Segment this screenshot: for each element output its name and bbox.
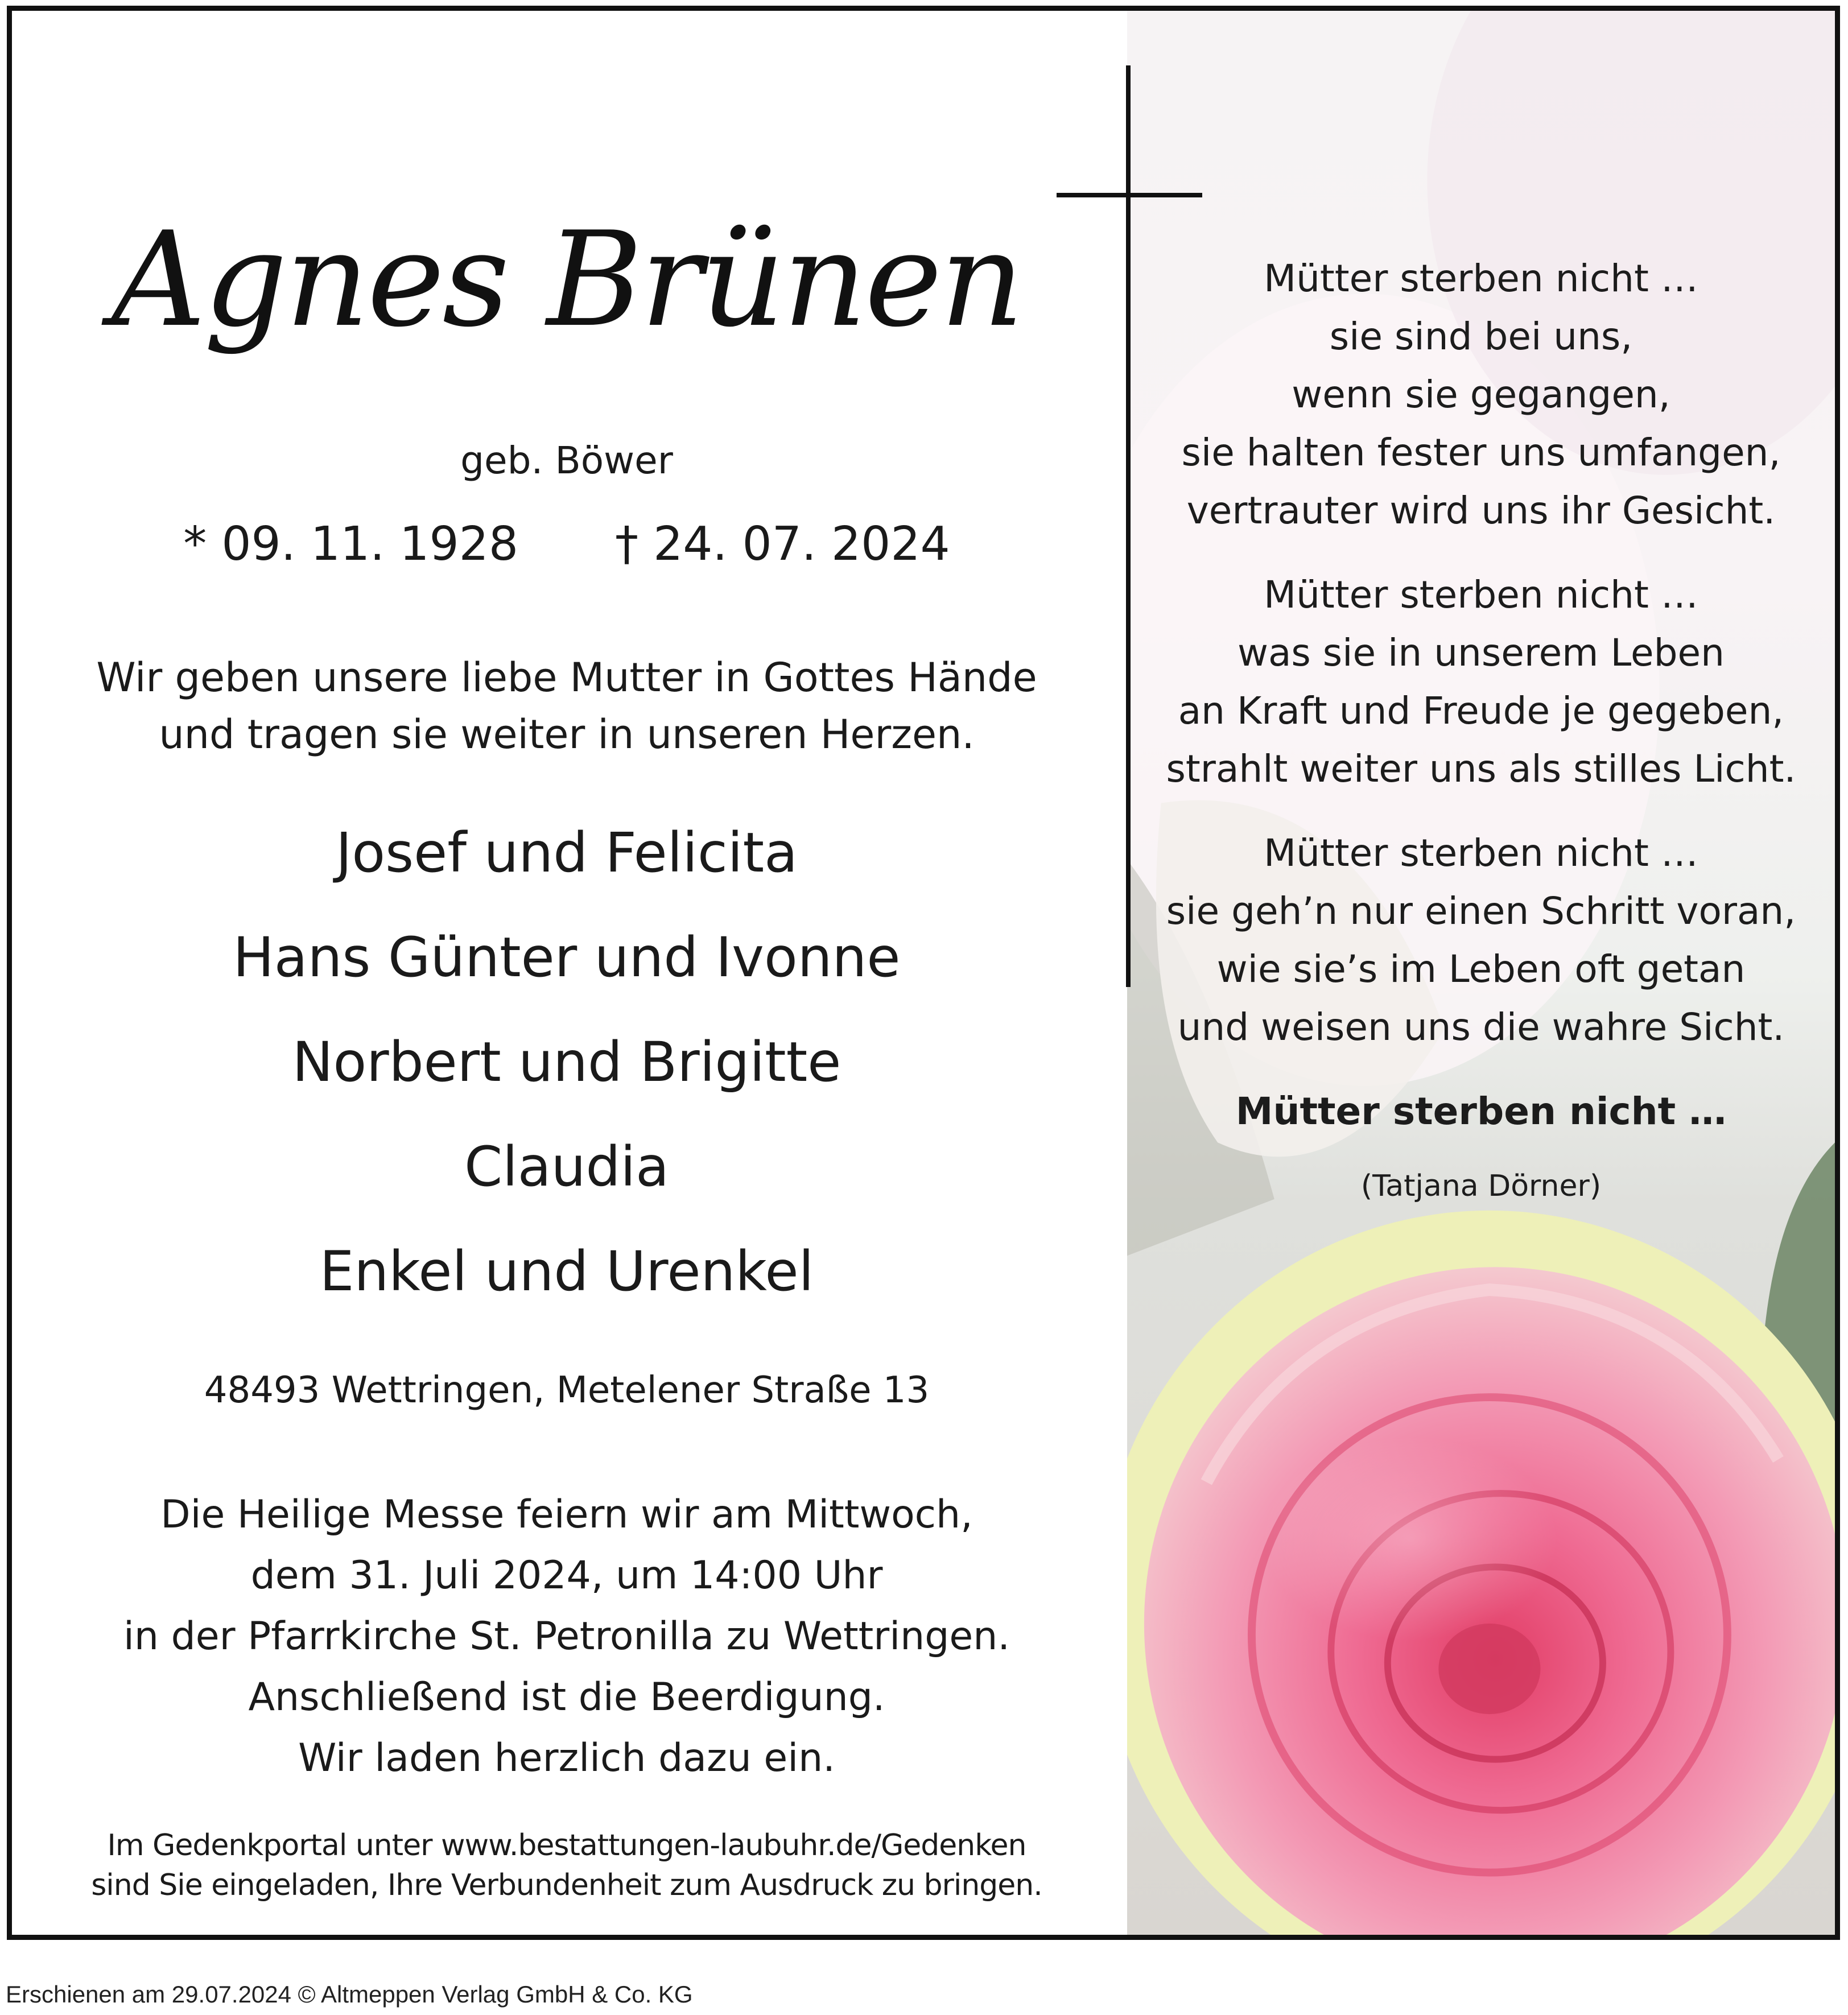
poem-line: was sie in unserem Leben	[1237, 631, 1725, 675]
poem-author: (Tatjana Dörner)	[1360, 1169, 1602, 1203]
birth-date: * 09. 11. 1928	[183, 517, 518, 571]
mourner-entry: Enkel und Urenkel	[319, 1240, 814, 1303]
poem-line: vertrauter wird uns ihr Gesicht.	[1186, 489, 1776, 532]
mourner-entry: Josef und Felicita	[336, 821, 798, 885]
mass-info	[12, 1484, 1121, 1789]
cross-icon	[1126, 65, 1131, 987]
mass-line: in der Pfarrkirche St. Petronilla zu Wettringen.	[123, 1614, 1010, 1659]
poem-line: wie sie’s im Leben oft getan	[1216, 947, 1746, 991]
poem-stanza	[1127, 250, 1835, 540]
intro-line: Wir geben unsere liebe Mutter in Gottes Hände	[96, 654, 1037, 701]
poem	[1127, 250, 1835, 1209]
death-date: † 24. 07. 2024	[615, 517, 950, 571]
mourner-entry: Norbert und Brigitte	[292, 1030, 842, 1094]
poem-stanza	[1127, 824, 1835, 1056]
life-dates	[12, 517, 1121, 571]
poem-line: wenn sie gegangen,	[1292, 373, 1670, 416]
notice-text-column	[12, 11, 1121, 1935]
poem-line: strahlt weiter uns als stilles Licht.	[1166, 747, 1796, 791]
poem-line: an Kraft und Freude je gegeben,	[1178, 689, 1784, 733]
mourners-list	[12, 800, 1121, 1324]
intro-line: und tragen sie weiter in unseren Herzen.	[159, 711, 975, 758]
publication-footer: Erschienen am 29.07.2024 © Altmeppen Verlag GmbH & Co. KG	[6, 1981, 693, 2008]
cross-icon-bar	[1057, 193, 1202, 197]
poem-closing: Mütter sterben nicht …	[1235, 1089, 1727, 1133]
deceased-name: Agnes Brünen	[111, 204, 1022, 356]
intro-text	[12, 649, 1121, 763]
mass-line: dem 31. Juli 2024, um 14:00 Uhr	[250, 1553, 883, 1598]
birth-name: geb. Böwer	[460, 439, 673, 482]
portal-line: sind Sie eingeladen, Ihre Verbundenheit zum Ausdruck zu bringen.	[91, 1868, 1042, 1902]
mourner-entry: Hans Günter und Ivonne	[233, 926, 901, 989]
poem-line: sie sind bei uns,	[1329, 315, 1633, 358]
mass-line: Wir laden herzlich dazu ein.	[298, 1736, 835, 1781]
poem-line: Mütter sterben nicht …	[1264, 831, 1698, 875]
poem-line: Mütter sterben nicht …	[1264, 573, 1698, 617]
obituary-notice	[7, 6, 1840, 1940]
mass-line: Anschließend ist die Beerdigung.	[248, 1675, 885, 1720]
portal-line: Im Gedenkportal unter www.bestattungen-laubuhr.de/Gedenken	[107, 1828, 1026, 1863]
address: 48493 Wettringen, Metelener Straße 13	[204, 1369, 930, 1411]
memorial-portal-note	[12, 1826, 1121, 1905]
rose-panel	[1127, 11, 1835, 1935]
poem-line: sie halten fester uns umfangen,	[1181, 431, 1781, 474]
mass-line: Die Heilige Messe feiern wir am Mittwoch,	[160, 1492, 973, 1537]
poem-line: und weisen uns die wahre Sicht.	[1177, 1005, 1785, 1049]
poem-stanza	[1127, 566, 1835, 798]
poem-line: sie geh’n nur einen Schritt voran,	[1166, 889, 1796, 933]
poem-line: Mütter sterben nicht …	[1264, 257, 1698, 300]
mourner-entry: Claudia	[464, 1135, 669, 1199]
